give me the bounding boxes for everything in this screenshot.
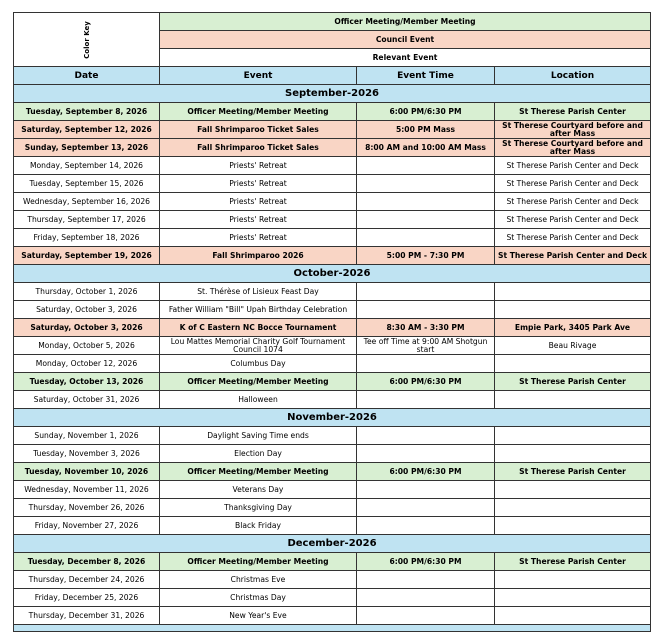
event-date: Monday, September 14, 2026 [14, 157, 160, 175]
color-key-label: Color Key [82, 20, 91, 59]
event-row [14, 247, 651, 265]
event-time [357, 589, 495, 607]
event-row [14, 139, 651, 157]
event-name: Lou Mattes Memorial Charity Golf Tournament Council 1074 [160, 337, 357, 355]
event-date: Friday, December 25, 2026 [14, 589, 160, 607]
event-location [495, 427, 651, 445]
event-date: Saturday, September 12, 2026 [14, 121, 160, 139]
event-date: Tuesday, September 8, 2026 [14, 103, 160, 121]
event-date: Tuesday, November 3, 2026 [14, 445, 160, 463]
event-location [495, 355, 651, 373]
event-date: Tuesday, November 10, 2026 [14, 463, 160, 481]
color-key-relevant: Relevant Event [160, 49, 651, 67]
event-name: Veterans Day [160, 481, 357, 499]
event-row [14, 121, 651, 139]
event-name: Officer Meeting/Member Meeting [160, 553, 357, 571]
month-header-row [14, 625, 651, 632]
month-header-row [14, 535, 651, 553]
event-name: Priests' Retreat [160, 229, 357, 247]
event-date: Thursday, December 24, 2026 [14, 571, 160, 589]
event-row [14, 283, 651, 301]
event-row [14, 445, 651, 463]
event-date: Saturday, October 3, 2026 [14, 301, 160, 319]
event-time [357, 445, 495, 463]
event-row [14, 607, 651, 625]
event-name: Halloween [160, 391, 357, 409]
event-name: Christmas Eve [160, 571, 357, 589]
event-row [14, 229, 651, 247]
month-header: December-2026 [14, 535, 651, 553]
event-time [357, 427, 495, 445]
event-location [495, 301, 651, 319]
event-date: Wednesday, September 16, 2026 [14, 193, 160, 211]
event-row [14, 517, 651, 535]
event-location: St Therese Parish Center [495, 553, 651, 571]
event-time [357, 157, 495, 175]
event-row [14, 193, 651, 211]
event-name: Black Friday [160, 517, 357, 535]
event-name: Fall Shrimparoo Ticket Sales [160, 121, 357, 139]
event-location: St Therese Courtyard before and after Mass [495, 121, 651, 139]
column-header-date: Date [14, 67, 160, 85]
event-location: St Therese Parish Center and Deck [495, 211, 651, 229]
event-row [14, 553, 651, 571]
event-date: Saturday, October 31, 2026 [14, 391, 160, 409]
event-location: St Therese Parish Center [495, 103, 651, 121]
event-row [14, 481, 651, 499]
event-name: Priests' Retreat [160, 193, 357, 211]
event-location: St Therese Parish Center and Deck [495, 157, 651, 175]
event-time: Tee off Time at 9:00 AM Shotgun start [357, 337, 495, 355]
event-time: 6:00 PM/6:30 PM [357, 553, 495, 571]
event-date: Tuesday, October 13, 2026 [14, 373, 160, 391]
event-row [14, 589, 651, 607]
calendar-sheet [13, 12, 650, 632]
event-row [14, 391, 651, 409]
event-location: St Therese Parish Center [495, 463, 651, 481]
event-location [495, 391, 651, 409]
event-name: Columbus Day [160, 355, 357, 373]
event-date: Wednesday, November 11, 2026 [14, 481, 160, 499]
event-row [14, 571, 651, 589]
event-date: Thursday, November 26, 2026 [14, 499, 160, 517]
event-row [14, 427, 651, 445]
event-location: Empie Park, 3405 Park Ave [495, 319, 651, 337]
event-name: Daylight Saving Time ends [160, 427, 357, 445]
month-header: November-2026 [14, 409, 651, 427]
event-row [14, 175, 651, 193]
event-location: St Therese Parish Center and Deck [495, 247, 651, 265]
event-date: Thursday, December 31, 2026 [14, 607, 160, 625]
event-date: Saturday, September 19, 2026 [14, 247, 160, 265]
color-key-row [14, 13, 651, 31]
event-time [357, 571, 495, 589]
event-date: Sunday, November 1, 2026 [14, 427, 160, 445]
month-header-row [14, 409, 651, 427]
event-time [357, 211, 495, 229]
event-name: New Year's Eve [160, 607, 357, 625]
event-location: St Therese Parish Center and Deck [495, 193, 651, 211]
event-time: 6:00 PM/6:30 PM [357, 103, 495, 121]
event-name: Father William "Bill" Upah Birthday Celebration [160, 301, 357, 319]
column-header-location: Location [495, 67, 651, 85]
event-location [495, 499, 651, 517]
event-name: Priests' Retreat [160, 211, 357, 229]
event-row [14, 319, 651, 337]
event-name: Fall Shrimparoo Ticket Sales [160, 139, 357, 157]
event-date: Sunday, September 13, 2026 [14, 139, 160, 157]
event-name: Christmas Day [160, 589, 357, 607]
event-row [14, 373, 651, 391]
event-location [495, 607, 651, 625]
event-time: 6:00 PM/6:30 PM [357, 463, 495, 481]
event-row [14, 211, 651, 229]
event-date: Monday, October 12, 2026 [14, 355, 160, 373]
event-time: 6:00 PM/6:30 PM [357, 373, 495, 391]
event-time: 5:00 PM Mass [357, 121, 495, 139]
column-header-row [14, 67, 651, 85]
month-header-row [14, 85, 651, 103]
event-location [495, 283, 651, 301]
events-table-body [14, 13, 651, 632]
color-key-cell [14, 13, 160, 67]
month-header [14, 625, 651, 632]
event-row [14, 499, 651, 517]
event-date: Saturday, October 3, 2026 [14, 319, 160, 337]
event-name: Officer Meeting/Member Meeting [160, 103, 357, 121]
event-location: St Therese Parish Center [495, 373, 651, 391]
event-location: St Therese Courtyard before and after Mass [495, 139, 651, 157]
event-time: 8:30 AM - 3:30 PM [357, 319, 495, 337]
event-date: Tuesday, December 8, 2026 [14, 553, 160, 571]
event-name: Fall Shrimparoo 2026 [160, 247, 357, 265]
event-location [495, 481, 651, 499]
event-row [14, 463, 651, 481]
event-date: Tuesday, September 15, 2026 [14, 175, 160, 193]
event-time [357, 175, 495, 193]
event-name: Thanksgiving Day [160, 499, 357, 517]
event-time [357, 499, 495, 517]
event-time [357, 607, 495, 625]
event-location: St Therese Parish Center and Deck [495, 229, 651, 247]
event-time [357, 229, 495, 247]
event-time [357, 301, 495, 319]
event-date: Thursday, October 1, 2026 [14, 283, 160, 301]
event-time: 5:00 PM - 7:30 PM [357, 247, 495, 265]
month-header: September-2026 [14, 85, 651, 103]
event-time [357, 481, 495, 499]
event-row [14, 103, 651, 121]
event-name: Officer Meeting/Member Meeting [160, 463, 357, 481]
event-time [357, 355, 495, 373]
event-time: 8:00 AM and 10:00 AM Mass [357, 139, 495, 157]
event-date: Friday, September 18, 2026 [14, 229, 160, 247]
event-date: Thursday, September 17, 2026 [14, 211, 160, 229]
event-name: Election Day [160, 445, 357, 463]
event-time [357, 391, 495, 409]
event-location: St Therese Parish Center and Deck [495, 175, 651, 193]
event-name: K of C Eastern NC Bocce Tournament [160, 319, 357, 337]
column-header-event: Event [160, 67, 357, 85]
event-name: Priests' Retreat [160, 175, 357, 193]
event-name: St. Thérèse of Lisieux Feast Day [160, 283, 357, 301]
event-location [495, 445, 651, 463]
event-row [14, 355, 651, 373]
month-header-row [14, 265, 651, 283]
event-location [495, 589, 651, 607]
color-key-council: Council Event [160, 31, 651, 49]
event-location [495, 571, 651, 589]
color-key-officer: Officer Meeting/Member Meeting [160, 13, 651, 31]
event-location: Beau Rivage [495, 337, 651, 355]
month-header: October-2026 [14, 265, 651, 283]
event-time [357, 517, 495, 535]
event-row [14, 337, 651, 355]
event-row [14, 157, 651, 175]
event-row [14, 301, 651, 319]
event-name: Priests' Retreat [160, 157, 357, 175]
event-time [357, 193, 495, 211]
event-date: Friday, November 27, 2026 [14, 517, 160, 535]
column-header-event-time: Event Time [357, 67, 495, 85]
event-date: Monday, October 5, 2026 [14, 337, 160, 355]
events-table [13, 12, 651, 632]
event-time [357, 283, 495, 301]
event-name: Officer Meeting/Member Meeting [160, 373, 357, 391]
event-location [495, 517, 651, 535]
